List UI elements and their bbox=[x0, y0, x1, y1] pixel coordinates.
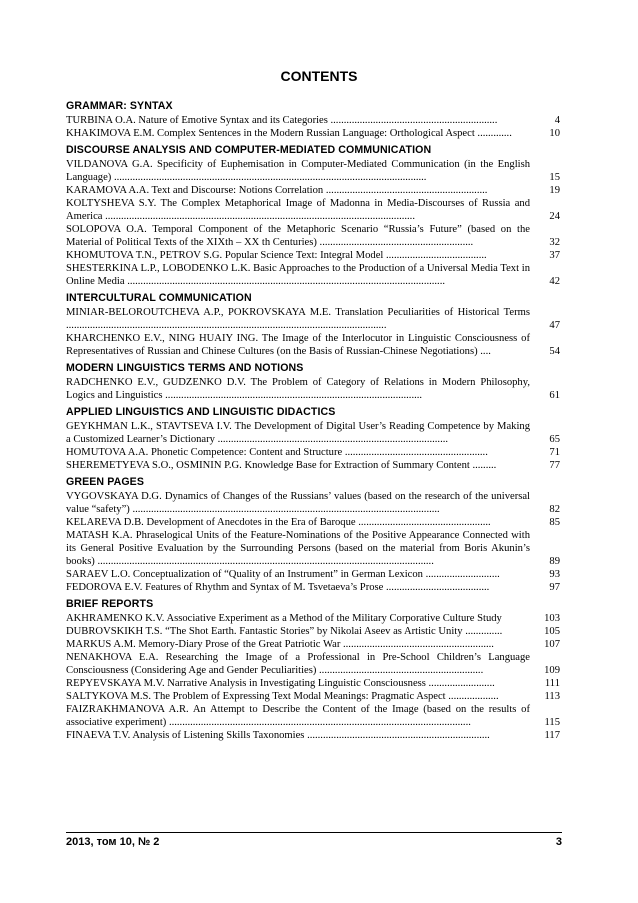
toc-entry[interactable] bbox=[66, 490, 560, 516]
toc-entry-title: GEYKHMAN L.K., STAVTSEVA I.V. The Development of Digital User’s Reading Competence by Making a Customized Learner’s Dictionary ....................................................................................... bbox=[66, 421, 530, 445]
toc-entry-page: 42 bbox=[549, 276, 560, 287]
toc-entry-title: SALTYKOVA M.S. The Problem of Expressing Text Modal Meanings: Pragmatic Aspect ................... bbox=[66, 691, 499, 702]
toc-entry-title: MINIAR-BELOROUTCHEVA A.P., POKROVSKAYA M.E. Translation Peculiarities of Historical Terms ......................................................................................................................... bbox=[66, 307, 530, 331]
section-heading: APPLIED LINGUISTICS AND LINGUISTIC DIDACTICS bbox=[66, 406, 336, 418]
toc-entry-page: 93 bbox=[549, 569, 560, 580]
toc-entry-page: 117 bbox=[544, 730, 560, 741]
toc-entry[interactable] bbox=[66, 127, 560, 140]
toc-entry[interactable] bbox=[66, 446, 560, 459]
toc-entry[interactable] bbox=[66, 332, 560, 358]
toc-entry-title: NENAKHOVA E.A. Researching the Image of a Professional in Pre-School Children’s Language Consciousness (Considering Age and Gender Peculiarities) .............................................................. bbox=[66, 652, 530, 676]
toc-entry-page: 103 bbox=[544, 613, 560, 624]
toc-entry-title: FAIZRAKHMANOVA A.R. An Attempt to Describe the Content of the Image (based on the results of associative experiment) .................................................................................................................. bbox=[66, 704, 530, 728]
toc-entry-title: REPYEVSKAYA M.V. Narrative Analysis in Investigating Linguistic Consciousness ......................... bbox=[66, 678, 495, 689]
toc-entry[interactable] bbox=[66, 249, 560, 262]
toc-entry-title: HOMUTOVA A.A. Phonetic Competence: Content and Structure ...................................................... bbox=[66, 447, 488, 458]
toc-entry[interactable] bbox=[66, 677, 560, 690]
section-heading: MODERN LINGUISTICS TERMS AND NOTIONS bbox=[66, 362, 304, 374]
section-heading: GREEN PAGES bbox=[66, 476, 145, 488]
toc-entry-page: 113 bbox=[544, 691, 560, 702]
toc-entry-page: 47 bbox=[549, 320, 560, 331]
toc-entry[interactable] bbox=[66, 568, 560, 581]
toc-entry-page: 10 bbox=[549, 128, 560, 139]
toc-entry-title: SOLOPOVA O.A. Temporal Component of the Metaphoric Scenario “Russia’s Future” (based on the Material of Political Texts of the XIXth – XX th Centuries) .......................................................... bbox=[66, 224, 530, 248]
footer-journal-info: 2013, том 10, № 2 bbox=[66, 836, 160, 848]
toc-entry-page: 82 bbox=[549, 504, 560, 515]
toc-entry-title: SHESTERKINA L.P., LOBODENKO L.K. Basic Approaches to the Production of a Universal Media Text in Online Media ........................................................................................................................ bbox=[66, 263, 530, 287]
toc-entry-page: 109 bbox=[544, 665, 560, 676]
toc-entry[interactable] bbox=[66, 420, 560, 446]
toc-entry-page: 97 bbox=[549, 582, 560, 593]
toc-entry[interactable] bbox=[66, 376, 560, 402]
toc-entry-title: RADCHENKO E.V., GUDZENKO D.V. The Problem of Category of Relations in Modern Philosophy, Logics and Linguistics ................................................................................................. bbox=[66, 377, 530, 401]
toc-entry[interactable] bbox=[66, 459, 560, 472]
section-heading: INTERCULTURAL COMMUNICATION bbox=[66, 292, 252, 304]
toc-entry-page: 107 bbox=[544, 639, 560, 650]
toc-entry[interactable] bbox=[66, 529, 560, 568]
toc-entry[interactable] bbox=[66, 729, 560, 742]
toc-entry-page: 105 bbox=[544, 626, 560, 637]
toc-entry-title: KOLTYSHEVA S.Y. The Complex Metaphorical Image of Madonna in Media-Discourses of Russia and America ..................................................................................................................... bbox=[66, 198, 530, 222]
toc-entry[interactable] bbox=[66, 638, 560, 651]
toc-entry[interactable] bbox=[66, 651, 560, 677]
toc-entry-title: FEDOROVA E.V. Features of Rhythm and Syntax of M. Tsvetaeva’s Prose ....................................... bbox=[66, 582, 490, 593]
table-of-contents bbox=[66, 99, 560, 742]
section-heading: GRAMMAR: SYNTAX bbox=[66, 100, 173, 112]
toc-entry-title: SARAEV L.O. Conceptualization of “Quality of an Instrument” in German Lexicon ............................ bbox=[66, 569, 500, 580]
toc-entry-page: 89 bbox=[549, 556, 560, 567]
toc-entry-title: MARKUS A.M. Memory-Diary Prose of the Great Patriotic War ......................................................... bbox=[66, 639, 494, 650]
toc-entry[interactable] bbox=[66, 197, 560, 223]
toc-entry[interactable] bbox=[66, 625, 560, 638]
toc-entry[interactable] bbox=[66, 690, 560, 703]
toc-entry-page: 71 bbox=[549, 447, 560, 458]
page-title: CONTENTS bbox=[280, 68, 358, 84]
toc-entry-page: 4 bbox=[554, 115, 560, 126]
toc-entry[interactable] bbox=[66, 581, 560, 594]
toc-entry-page: 19 bbox=[549, 185, 560, 196]
section-heading: DISCOURSE ANALYSIS AND COMPUTER-MEDIATED COMMUNICATION bbox=[66, 144, 432, 156]
toc-entry-title: SHEREMETYEVA S.O., OSMININ P.G. Knowledge Base for Extraction of Summary Content ......... bbox=[66, 460, 497, 471]
toc-entry-title: FINAEVA T.V. Analysis of Listening Skills Taxonomies ..................................................................... bbox=[66, 730, 490, 741]
toc-entry-page: 32 bbox=[549, 237, 560, 248]
toc-entry-page: 115 bbox=[544, 717, 560, 728]
toc-entry-page: 85 bbox=[549, 517, 560, 528]
toc-entry-page: 37 bbox=[549, 250, 560, 261]
footer-page-number: 3 bbox=[555, 836, 562, 848]
toc-entry-page: 24 bbox=[549, 211, 560, 222]
toc-entry-title: VILDANOVA G.A. Specificity of Euphemisation in Computer-Mediated Communication (in the English Language) ...................................................................................................................... bbox=[66, 159, 530, 183]
toc-entry[interactable] bbox=[66, 262, 560, 288]
toc-entry-title: KHARCHENKO E.V., NING HUAIY ING. The Image of the Interlocutor in Linguistic Consciousness of Representatives of Russian and Chinese Cultures (on the Basis of Russian-Chinese Negotiations) .... bbox=[66, 333, 530, 357]
toc-entry-page: 65 bbox=[549, 434, 560, 445]
toc-entry-page: 54 bbox=[549, 346, 560, 357]
toc-entry[interactable] bbox=[66, 306, 560, 332]
toc-entry[interactable] bbox=[66, 158, 560, 184]
toc-entry[interactable] bbox=[66, 114, 560, 127]
toc-entry-title: KHOMUTOVA T.N., PETROV S.G. Popular Science Text: Integral Model ...................................... bbox=[66, 250, 487, 261]
toc-entry[interactable] bbox=[66, 612, 560, 625]
toc-entry[interactable] bbox=[66, 223, 560, 249]
toc-entry-title: AKHRAMENKO K.V. Associative Experiment as a Method of the Military Corporative Culture Study bbox=[66, 613, 502, 624]
toc-entry-page: 111 bbox=[544, 678, 560, 689]
toc-entry[interactable] bbox=[66, 184, 560, 197]
toc-entry[interactable] bbox=[66, 516, 560, 529]
toc-entry-title: DUBROVSKIKH T.S. “The Shot Earth. Fantastic Stories” by Nikolai Aseev as Artistic Unity .............. bbox=[66, 626, 503, 637]
toc-entry-page: 61 bbox=[549, 390, 560, 401]
toc-entry-title: VYGOVSKAYA D.G. Dynamics of Changes of the Russians’ values (based on the research of the universal value “safety”) .................................................................................................................... bbox=[66, 491, 530, 515]
toc-entry-title: MATASH K.A. Phraselogical Units of the Feature-Nominations of the Positive Appearance Connected with its General Positive Evaluation by the Surrounding Persons (based on the material from Boris Akunin’s books) ............................................................................................................................... bbox=[66, 530, 530, 567]
footer-divider bbox=[66, 832, 562, 833]
toc-entry[interactable] bbox=[66, 703, 560, 729]
toc-entry-title: KARAMOVA A.A. Text and Discourse: Notions Correlation ............................................................. bbox=[66, 185, 488, 196]
toc-entry-title: KELAREVA D.B. Development of Anecdotes in the Era of Baroque .................................................. bbox=[66, 517, 491, 528]
section-heading: BRIEF REPORTS bbox=[66, 598, 154, 610]
toc-entry-page: 77 bbox=[549, 460, 560, 471]
toc-entry-title: KHAKIMOVA E.M. Complex Sentences in the Modern Russian Language: Orthological Aspect ............. bbox=[66, 128, 512, 139]
toc-entry-title: TURBINA O.A. Nature of Emotive Syntax and its Categories ............................................................... bbox=[66, 115, 498, 126]
toc-entry-page: 15 bbox=[549, 172, 560, 183]
